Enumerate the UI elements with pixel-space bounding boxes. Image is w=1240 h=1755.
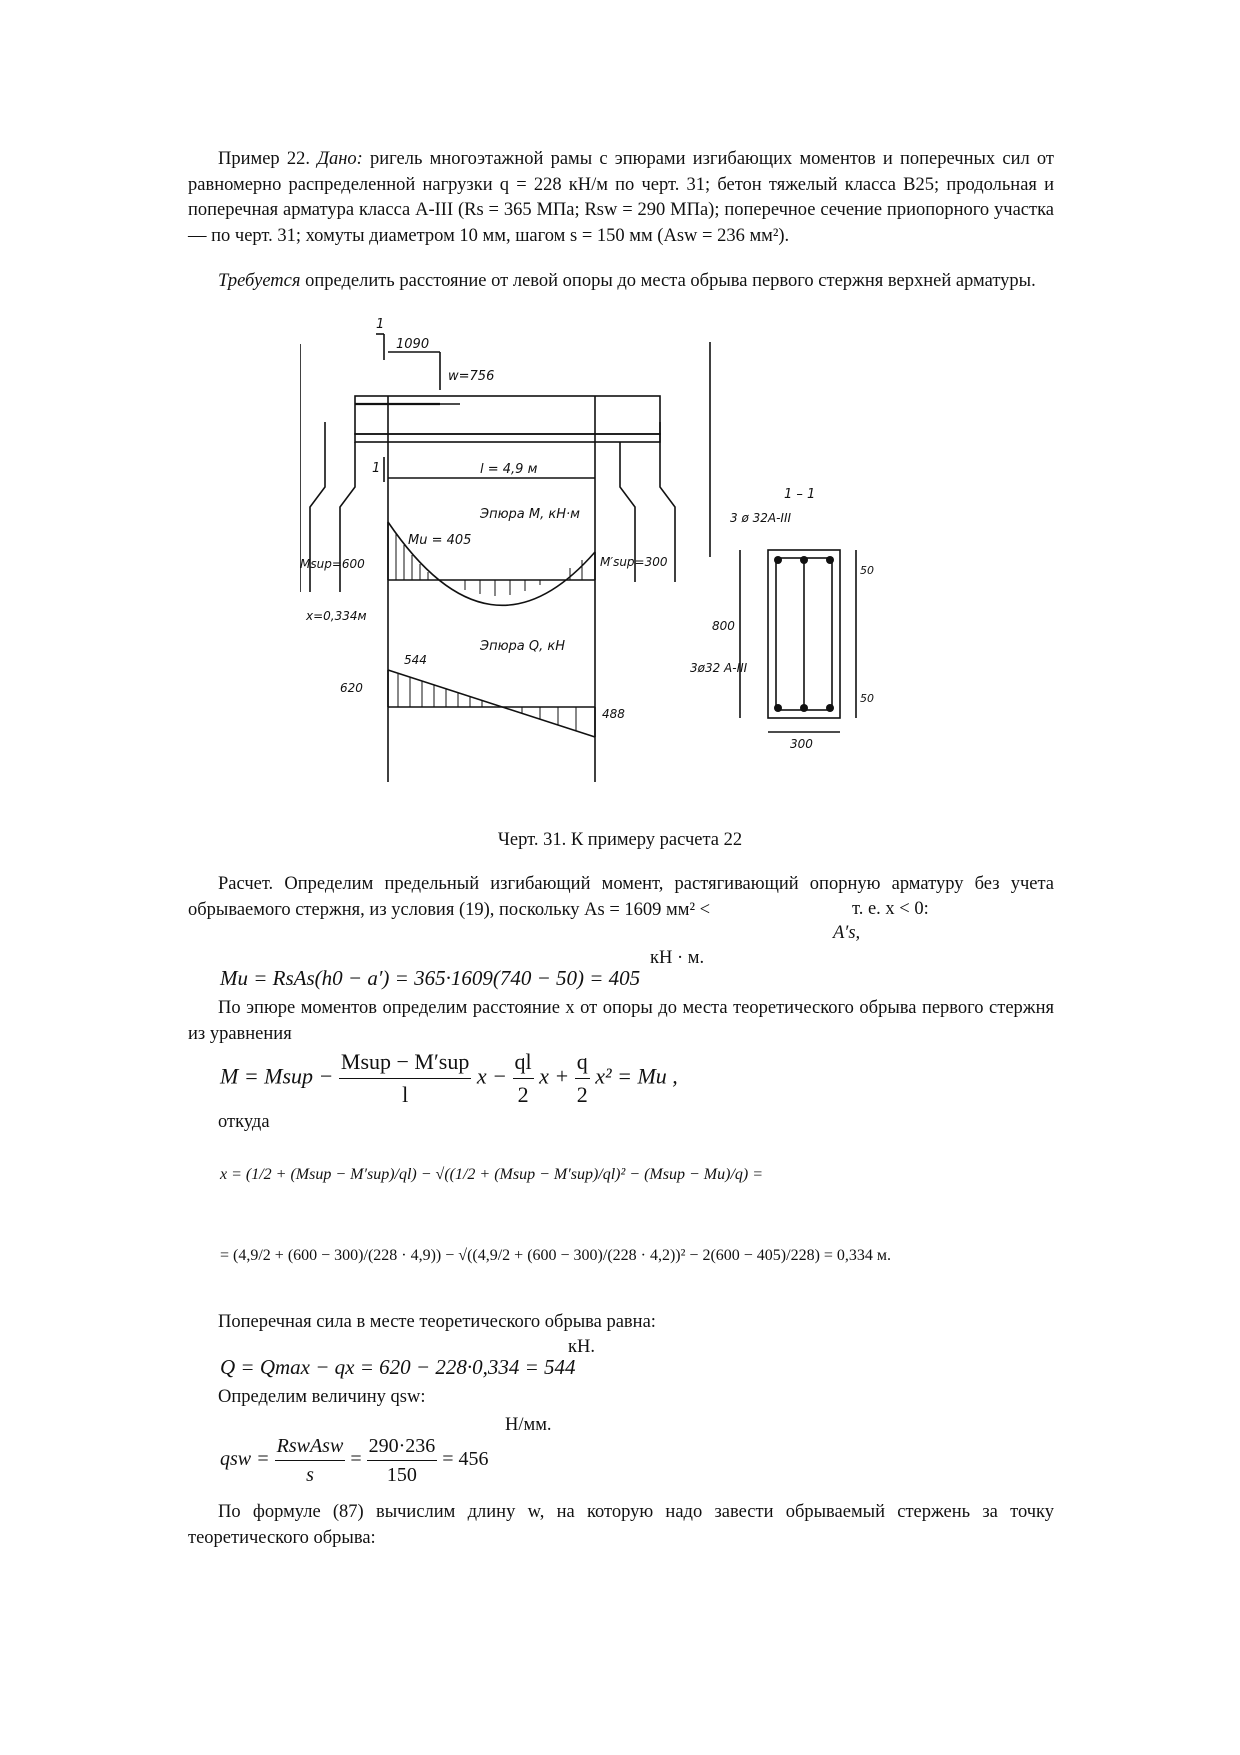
x-label: x=0,334м (306, 609, 367, 623)
calc-paragraph-2: По эпюре моментов определим расстояние x от опоры до места теоретического обрыва первого стержня из уравнения (188, 998, 1054, 1044)
rebar-dot (800, 556, 808, 564)
figure-caption: Черт. 31. К примеру расчета 22 (497, 830, 743, 850)
given-label: Дано: (317, 149, 363, 169)
rebar-dot (826, 556, 834, 564)
eq5-fraction-2: $\frac{290\cdot 236}{150}$ (367, 1432, 438, 1489)
eq5-unit: Н/мм. (505, 1415, 552, 1435)
calc-paragraph-1: Расчет. Определим предельный изгибающий момент, растягивающий опорную арматуру без учета обрываемого стержня, из условия (19), поскольку As = 1609 мм² < (188, 874, 1054, 920)
eq2-fraction-3: $\frac{q}{2}$ (575, 1046, 590, 1111)
eq5-fraction-1: $\frac{\text{RswAsw}}{s}$ (275, 1432, 346, 1489)
dim-50-top-label: 50 (860, 564, 874, 577)
msup-left-label: Msup=600 (300, 557, 365, 571)
msup-right-label: M′sup=300 (600, 555, 668, 569)
example-statement (188, 147, 1054, 249)
section-title: 1 – 1 (784, 487, 816, 502)
dim-800-label: 800 (712, 619, 735, 633)
example-lead: Пример 22. (218, 149, 318, 169)
dim-300-label: 300 (790, 737, 813, 751)
figure-31-drawing (300, 312, 980, 832)
eq2-fraction-1: $\frac{\text{Msup − M′sup}}{l}$ (339, 1046, 471, 1111)
rebar-dot (800, 704, 808, 712)
otkuda-label: откуда (218, 1112, 270, 1132)
eq1-moment: Mu = RsAs(h0 − a′) = 365·1609(740 − 50) = 405 (220, 966, 641, 990)
dim-50-bottom-label: 50 (860, 692, 874, 705)
mu-label: Mu = 405 (408, 533, 472, 548)
eq5-left: qsw = (220, 1448, 270, 1471)
beam-slab (355, 396, 660, 434)
eq2-fraction-2: $\frac{ql}{2}$ (513, 1046, 534, 1111)
shear-diagram-title: Эпюра Q, кН (480, 639, 565, 654)
calc-paragraph-4: Определим величину qsw: (218, 1387, 426, 1407)
eq2-x: x + (539, 1063, 570, 1089)
given-text: ригель многоэтажной рамы с эпюрами изгибающих моментов и поперечных сил от равномерно распределенной нагрузки q = 228 кН/м по черт. 31; бетон тяжелый класса В25; продольная и поперечная арматура класса А-III (Rs = 365 МПа; Rsw = 290 МПа); поперечное сечение приопорного участка — по черт. 31; хомуты диаметром 10 мм, шагом s = 150 мм (Asw = 236 мм²). (188, 149, 1054, 246)
required-label: Требуется (218, 271, 301, 291)
q544-label: 544 (404, 653, 427, 667)
shear-line (388, 670, 595, 737)
calc-paragraph-3: Поперечная сила в месте теоретического обрыва равна: (218, 1312, 656, 1332)
required-statement (188, 269, 1054, 295)
beam-bottom-flange (355, 434, 660, 442)
eq3-numeric: = (4,9/2 + (600 − 300)/(228 · 4,9)) − √((4,9/2 + (600 − 300)/(228 · 4,2))² − 2(600 − 405)/228) = 0,334 м. (220, 1247, 892, 1264)
eq5-result: = 456 (442, 1448, 489, 1471)
rebar-top-label: 3 ø 32А-III (730, 511, 792, 525)
rebar-dot (774, 704, 782, 712)
eq2-left: M = Msup − (220, 1063, 334, 1089)
eq2-end: x² = Mu , (595, 1063, 678, 1089)
eq4-shear: Q = Qmax − qx = 620 − 228·0,334 = 544 (220, 1355, 576, 1379)
section-mark-bottom: 1 (372, 461, 381, 476)
q620-label: 620 (340, 681, 363, 695)
eq2-mid: x − (476, 1063, 507, 1089)
section-mark-top: 1 (376, 317, 385, 332)
dim-1090-label: 1090 (396, 337, 430, 352)
calc-p1-tail: т. е. x < 0: (852, 899, 929, 919)
moment-diagram-title: Эпюра М, кН·м (480, 507, 580, 522)
calc-paragraph-5: По формуле (87) вычислим длину w, на которую надо завести обрываемый стержень за точку теоретического обрыва: (188, 1502, 1054, 1548)
eq2-moment-equation (220, 1046, 678, 1111)
span-label: l = 4,9 м (480, 462, 538, 477)
w-label: w=756 (448, 369, 495, 384)
eq3-general: x = (1/2 + (Msup − M′sup)/ql) − √((1/2 + (Msup − M′sup)/ql)² − (Msup − Mu)/q) = (220, 1166, 764, 1183)
q488-label: 488 (602, 707, 625, 721)
required-text: определить расстояние от левой опоры до места обрыва первого стержня верхней арматуры. (300, 271, 1036, 291)
rebar-dot (826, 704, 834, 712)
eq1-unit: кН · м. (650, 948, 705, 968)
as-prime: A′s, (833, 923, 861, 943)
rebar-bottom-label: 3ø32 А-III (690, 661, 748, 675)
eq5-qsw: qsw = $\frac{\text{RswAsw}}{s}$ = $\frac{290\cdot 236}{150}$ = 456 (220, 1432, 489, 1489)
eq4-unit: кН. (568, 1337, 595, 1357)
rebar-dot (774, 556, 782, 564)
